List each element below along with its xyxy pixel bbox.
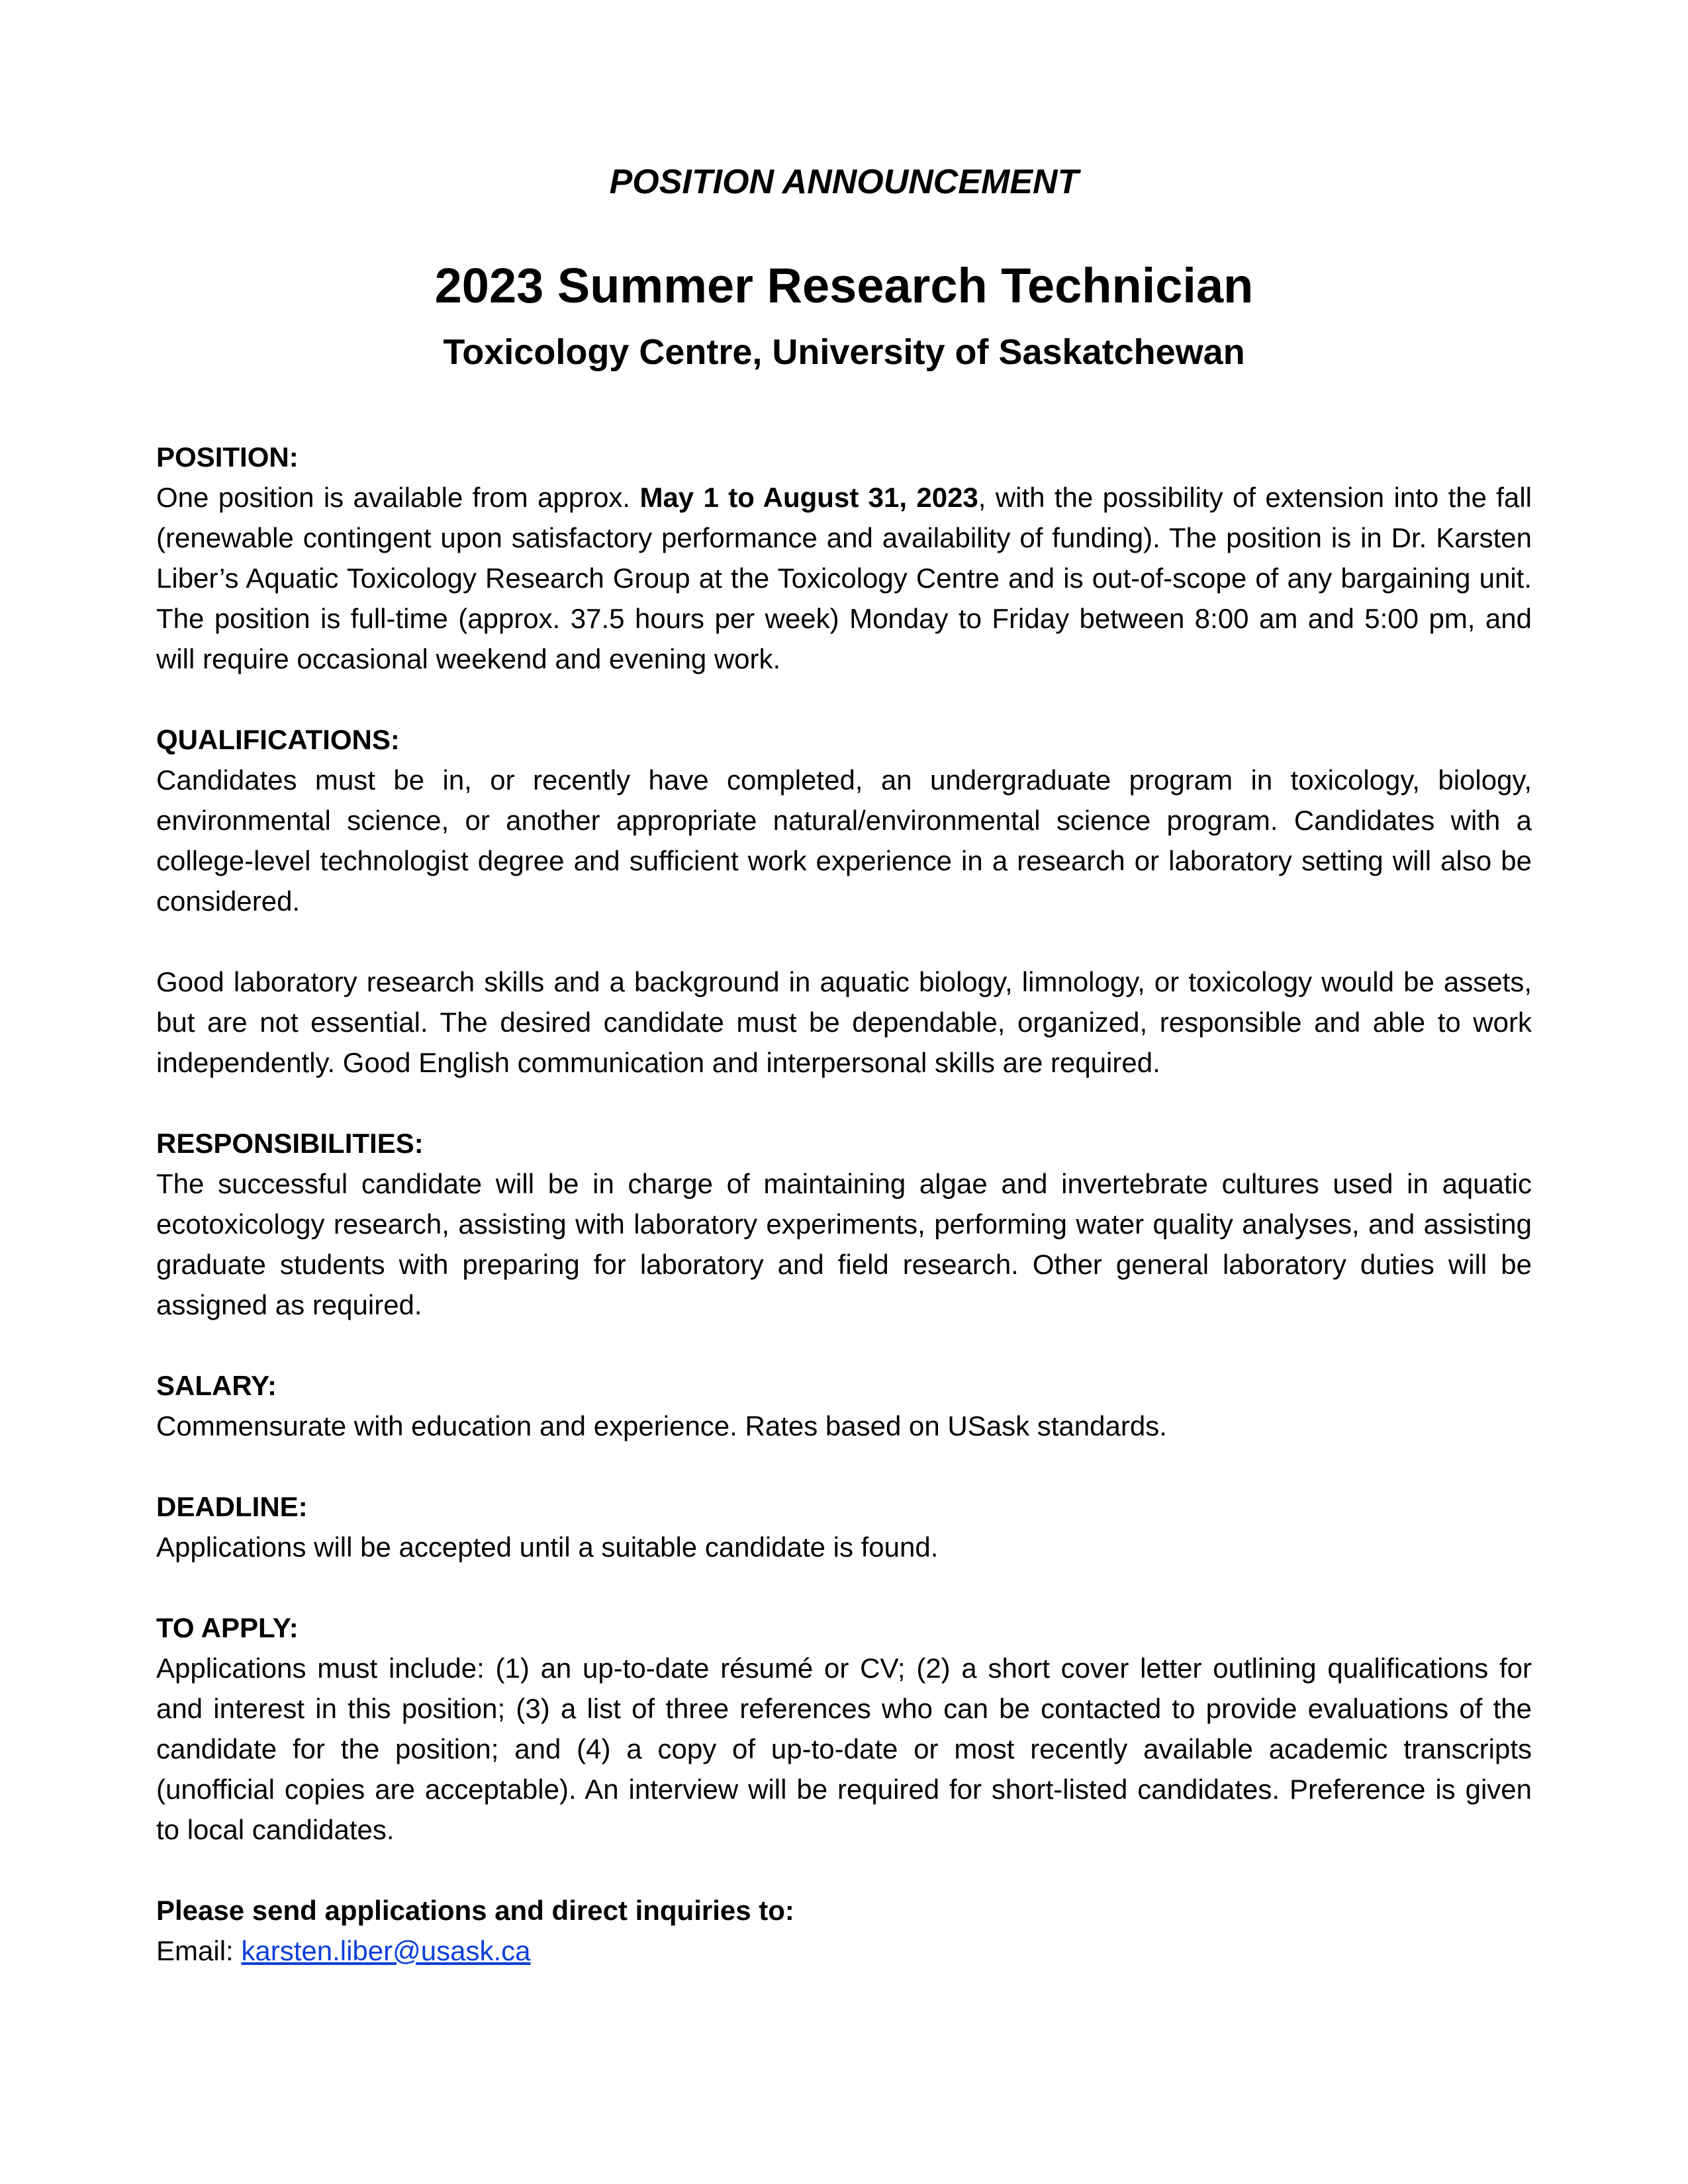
document-page (156, 0, 1532, 2184)
deadline-section (156, 1486, 1532, 1567)
position-section (156, 437, 1532, 679)
announcement-body (156, 437, 1532, 2011)
job-title: 2023 Summer Research Technician (434, 258, 1254, 313)
position-text-end: , with the possibility of extension into the fall (renewable contingent upon satisfactory performance and availability of funding). The position is in Dr. Karsten Liber’s Aquatic Toxicology Research Group at the Toxicology Centre and is out-of-scope of any bargaining unit. The position is full-time (approx. 37.5 hours per week) Monday to Friday between 8:00 am and 5:00 pm, and will require occasional weekend and evening work. (156, 482, 1532, 674)
salary-paragraph: Commensurate with education and experience. Rates based on USask standards. (156, 1410, 1167, 1441)
contact-line (156, 1931, 1532, 1971)
position-paragraph (156, 477, 1532, 679)
salary-section (156, 1365, 1532, 1446)
deadline-paragraph: Applications will be accepted until a suitable candidate is found. (156, 1531, 939, 1563)
responsibilities-section (156, 1123, 1532, 1325)
qualifications-heading: QUALIFICATIONS: (156, 724, 400, 755)
qualifications-section (156, 719, 1532, 1083)
organization-name: Toxicology Centre, University of Saskatchewan (443, 332, 1245, 372)
position-text-start: One position is available from approx. (156, 482, 640, 513)
position-heading: POSITION: (156, 441, 299, 473)
announcement-label: POSITION ANNOUNCEMENT (609, 163, 1079, 201)
email-link[interactable]: karsten.liber@usask.ca (241, 1935, 531, 1966)
to-apply-heading: TO APPLY: (156, 1612, 299, 1643)
qualifications-paragraph-2: Good laboratory research skills and a background in aquatic biology, limnology, or toxicology would be assets, but are not essential. The desired candidate must be dependable, organized, responsible and able to work independently. Good English communication and interpersonal skills are required. (156, 966, 1532, 1078)
position-dates: May 1 to August 31, 2023 (639, 482, 978, 513)
to-apply-section (156, 1608, 1532, 1850)
contact-section (156, 1890, 1532, 1971)
to-apply-paragraph: Applications must include: (1) an up-to-date résumé or CV; (2) a short cover letter outlining qualifications for and interest in this position; (3) a list of three references who can be contacted to provide evaluations of the candidate for the position; and (4) a copy of up-to-date or most recently available academic transcripts (unofficial copies are acceptable). An interview will be required for short-listed candidates. Preference is given to local candidates. (156, 1653, 1532, 1845)
responsibilities-paragraph: The successful candidate will be in charge of maintaining algae and invertebrate cultures used in aquatic ecotoxicology research, assisting with laboratory experiments, performing water quality analyses, and assisting graduate students with preparing for laboratory and field research. Other general laboratory duties will be assigned as required. (156, 1168, 1532, 1320)
salary-heading: SALARY: (156, 1370, 277, 1401)
responsibilities-heading: RESPONSIBILITIES: (156, 1128, 424, 1159)
deadline-heading: DEADLINE: (156, 1491, 308, 1522)
email-label: Email: (156, 1935, 242, 1966)
qualifications-paragraph-1: Candidates must be in, or recently have completed, an undergraduate program in toxicology, biology, environmental science, or another appropriate natural/environmental science program. Candidates with a college-level technologist degree and sufficient work experience in a research or laboratory setting will also be considered. (156, 764, 1532, 917)
contact-heading: Please send applications and direct inquiries to: (156, 1895, 794, 1926)
